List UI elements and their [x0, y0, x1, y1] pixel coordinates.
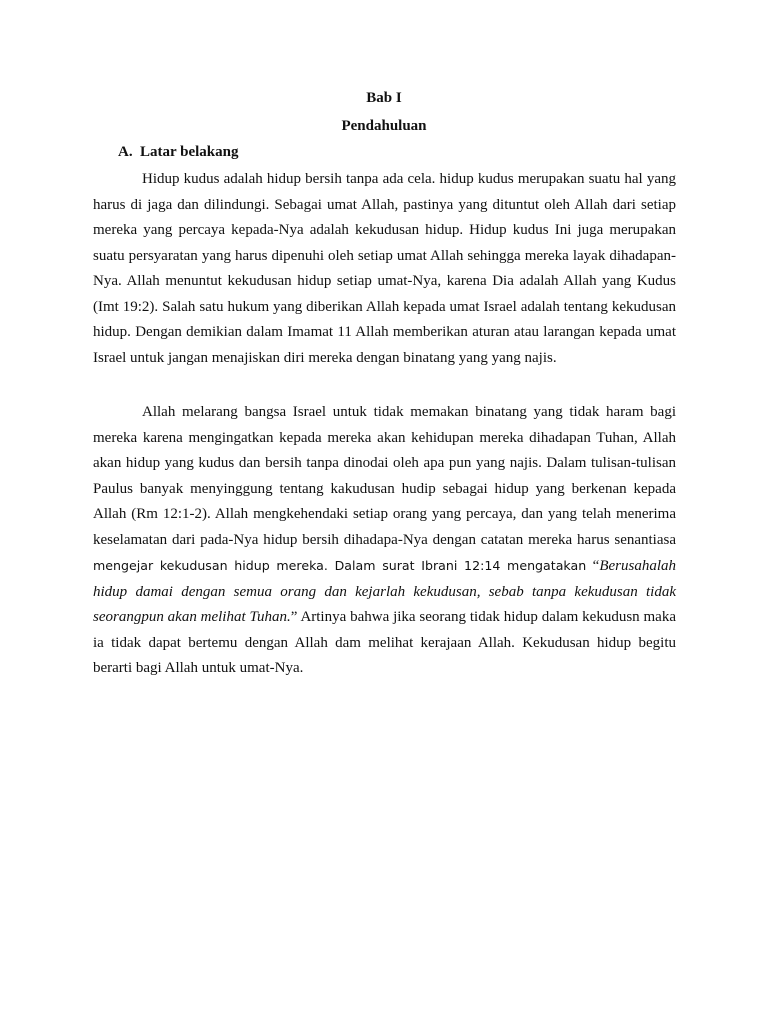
scripture-quote: Berusahalah hidup damai dengan semua orang dan kejarlah kekudusan, sebab tanpa kekudusan tidak seorangpun akan melihat Tuhan.: [93, 558, 676, 625]
paragraph-2-part-1: Allah melarang bangsa Israel untuk tidak memakan binatang yang tidak haram bagi mereka karena mengingatkan kepada mereka akan kehidupan mereka dihadapan Tuhan, Allah akan hidup yang kudus dan bersih tanpa dinodai oleh apa pun yang najis. Dalam tulisan-tulisan Paulus banyak menyinggung tentang kakudusan hudip sebagai hidup yang berkenan kepada Allah (Rm 12:1-2). Allah mengkehendaki setiap orang yang percaya, dan yang telah menerima keselamatan dari pada-Nya hidup bersih dihadapa-Nya dengan catatan mereka harus senantiasa: [93, 404, 676, 548]
section-marker: A.: [118, 144, 133, 160]
paragraph-2-part-3: Artinya bahwa jika seorang tidak hidup dalam kekudusn maka ia tidak dapat bertemu dengan Allah dam melihat kerajaan Allah. Kekudusan hidup begitu berarti bagi Allah untuk umat-Nya.: [93, 609, 676, 676]
section-heading: [118, 142, 239, 162]
section-title: Latar belakang: [140, 144, 239, 160]
paragraph-2-part-2: mengejar kekudusan hidup mereka. Dalam surat Ibrani 12:14 mengatakan: [93, 558, 587, 573]
quote-close-mark: ”: [290, 609, 298, 625]
paragraph-2: [93, 400, 676, 682]
chapter-title: Pendahuluan: [341, 118, 427, 134]
paragraph-1: Hidup kudus adalah hidup bersih tanpa ada cela. hidup kudus merupakan suatu hal yang harus di jaga dan dilindungi. Sebagai umat Allah, pastinya yang dituntut oleh Allah dari setiap mereka yang percaya kepada-Nya adalah kekudusan hidup. Hidup kudus Ini juga merupakan suatu persyaratan yang harus dipenuhi oleh setiap umat Allah sehingga mereka layak dihadapan-Nya. Allah menuntut kekudusan hidup setiap umat-Nya, karena Dia adalah Allah yang Kudus (Imt 19:2). Salah satu hukum yang diberikan Allah kepada umat Israel adalah tentang kekudusan hidup. Dengan demikian dalam Imamat 11 Allah memberikan aturan atau larangan kepada umat Israel untuk jangan menajiskan diri mereka dengan binatang yang yang najis.: [93, 171, 676, 366]
chapter-label: Bab I: [366, 90, 402, 106]
quote-open-mark: “: [592, 558, 600, 574]
